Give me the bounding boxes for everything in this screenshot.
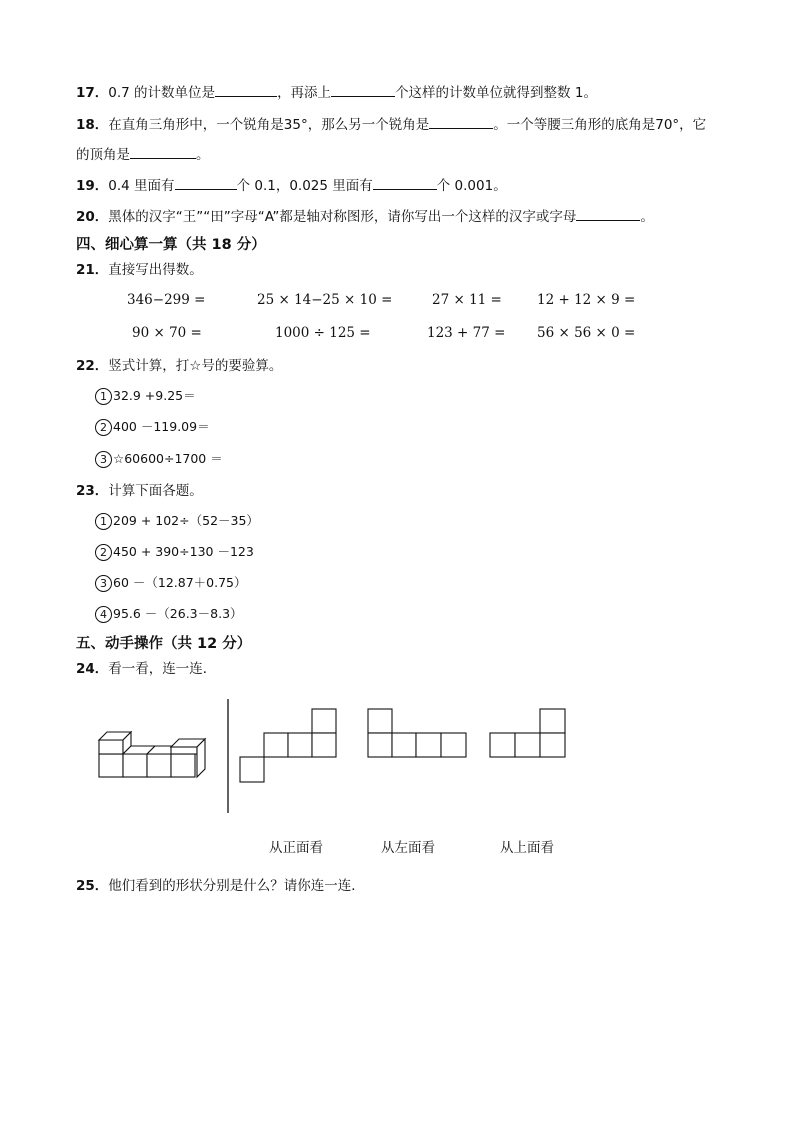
expression: 95.6 －（26.3－8.3） [113, 606, 243, 621]
calc-item: 90 × 70 = [132, 325, 202, 341]
expression: 400 －119.09＝ [113, 419, 210, 434]
question-number: 19． [76, 178, 109, 194]
circled-number: 2 [95, 419, 112, 436]
view-shape-3 [490, 709, 565, 757]
calc-item: 1000 ÷ 125 = [275, 325, 371, 341]
question-text: 看一看，连一连． [108, 661, 217, 677]
view-shape-1 [240, 709, 336, 782]
question-text: 个这样的计数单位就得到整数 1。 [395, 85, 597, 101]
view-label-left: 从左面看 [381, 840, 435, 856]
expression: 32.9 +9.25＝ [113, 388, 196, 403]
circled-number: 2 [95, 544, 112, 561]
question-number: 23． [76, 483, 109, 499]
question-text: ，再添上 [277, 85, 332, 101]
question-number: 22． [76, 358, 109, 374]
question-text: 个 0.1，0.025 里面有 [236, 178, 373, 194]
calc-item: 346−299 = [127, 292, 206, 308]
question-number: 20． [76, 209, 109, 225]
question-text: 个 0.001。 [436, 178, 507, 194]
question-number: 21． [76, 262, 109, 278]
question-number: 17． [76, 85, 109, 101]
question-text: 0.7 的计数单位是 [108, 85, 216, 101]
calc-item: 25 × 14−25 × 10 = [257, 292, 393, 308]
calc-item: 123 + 77 = [427, 325, 506, 341]
question-25 [76, 876, 365, 896]
question-number: 25． [76, 878, 109, 894]
question-text: 计算下面各题。 [108, 483, 203, 499]
circled-number: 1 [95, 513, 112, 530]
question-text: 。 [196, 147, 210, 163]
question-text: 直接写出得数。 [108, 262, 203, 278]
question-text: 0.4 里面有 [108, 178, 175, 194]
circled-number: 1 [95, 388, 112, 405]
view-shape-2 [368, 709, 466, 757]
expression: ☆60600÷1700 ＝ [113, 451, 223, 466]
circled-number: 3 [95, 451, 112, 468]
expression: 60 －（12.87＋0.75） [113, 575, 247, 590]
question-text: 他们看到的形状分别是什么？请你连一连． [108, 878, 365, 894]
view-label-top: 从上面看 [500, 840, 554, 856]
question-text: 。 [640, 209, 654, 225]
expression: 450 + 390÷130 －123 [113, 544, 254, 559]
circled-number: 4 [95, 606, 112, 623]
section-4-heading: 四、细心算一算（共 18 分） [76, 237, 266, 253]
question-text: 在直角三角形中，一个锐角是35°，那么另一个锐角是 [108, 117, 430, 133]
question-number: 24． [76, 661, 109, 677]
question-text: 的顶角是 [76, 147, 130, 163]
section-5-heading: 五、动手操作（共 12 分） [76, 636, 252, 652]
calc-item: 12 + 12 × 9 = [537, 292, 636, 308]
calc-item: 27 × 11 = [432, 292, 502, 308]
expression: 209 + 102÷（52－35） [113, 513, 259, 528]
question-number: 18． [76, 117, 109, 133]
cube-model [99, 732, 205, 777]
question-text: 黑体的汉字“王”“田”字母“A”都是轴对称图形，请你写出一个这样的汉字或字母 [108, 209, 577, 225]
view-label-front: 从正面看 [269, 840, 323, 856]
circled-number: 3 [95, 575, 112, 592]
question-text: 竖式计算，打☆号的要验算。 [108, 358, 283, 374]
calc-item: 56 × 56 × 0 = [537, 325, 636, 341]
question-text: 。一个等腰三角形的底角是70°，它 [493, 117, 707, 133]
